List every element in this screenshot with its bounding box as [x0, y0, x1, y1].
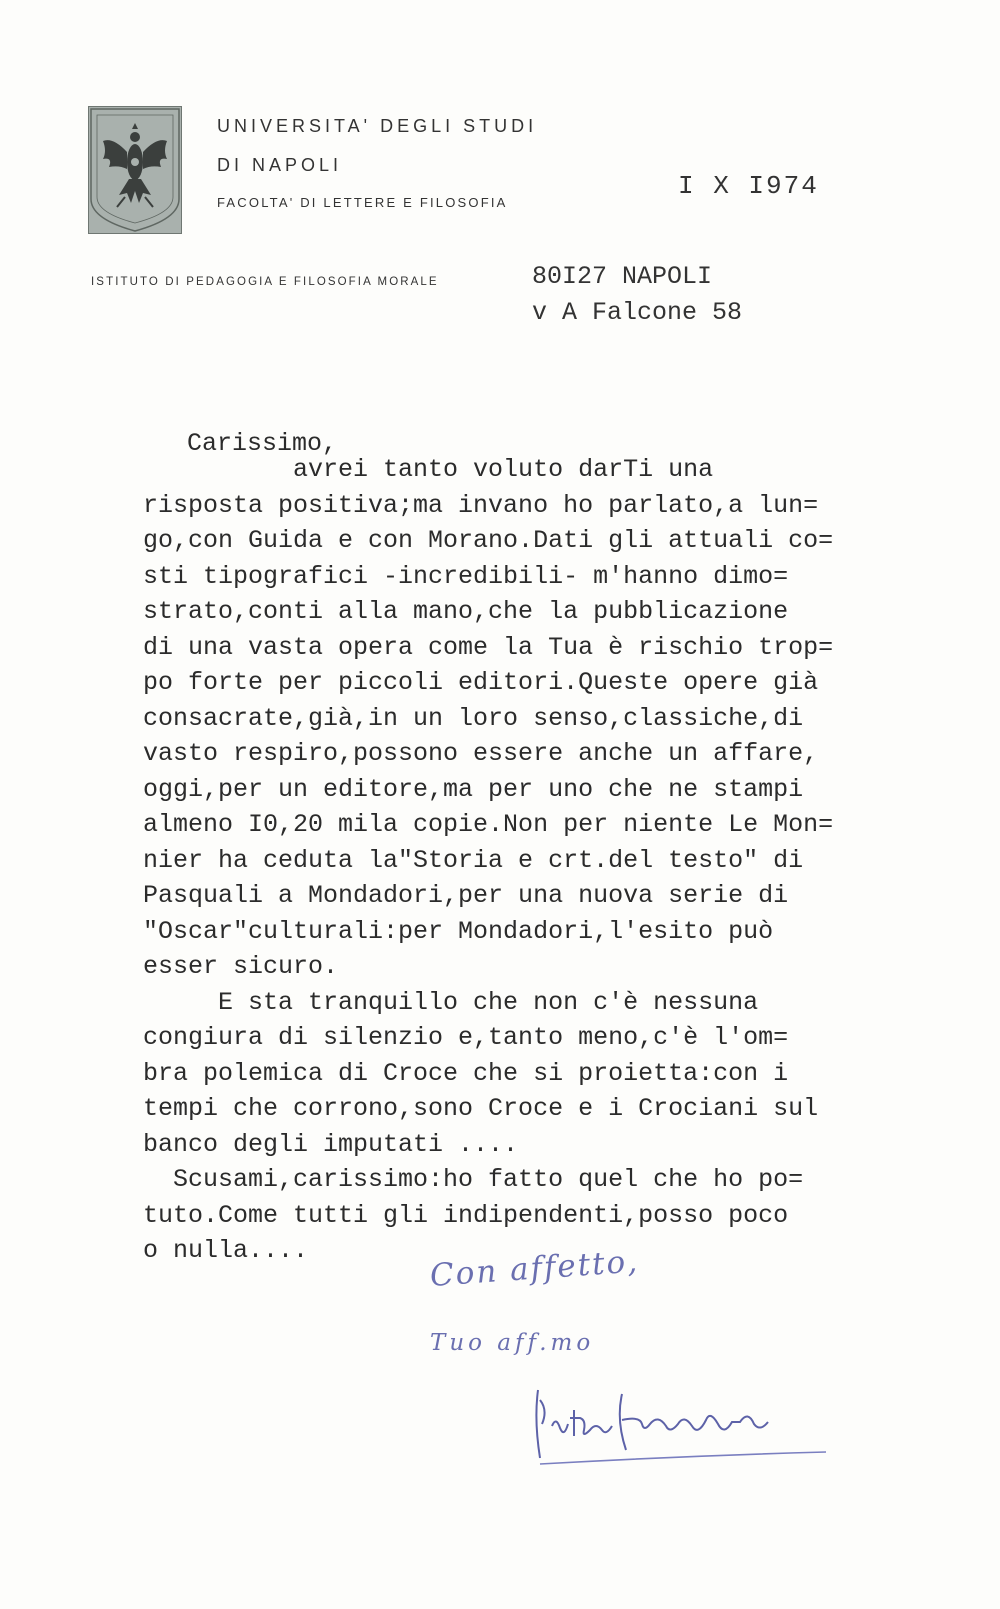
body-line: nier ha ceduta la"Storia e crt.del testo" di: [143, 845, 804, 875]
letterhead-institute: ISTITUTO DI PEDAGOGIA E FILOSOFIA MORALE: [91, 276, 439, 288]
body-line: bra polemica di Croce che si proietta:con i: [143, 1058, 789, 1088]
body-line: di una vasta opera come la Tua è rischio trop=: [143, 632, 834, 662]
letterhead-university: UNIVERSITA' DEGLI STUDI: [217, 116, 538, 136]
handwritten-signature: [530, 1380, 830, 1470]
address-line-2: v A Falcone 58: [532, 298, 743, 327]
body-line: strato,conti alla mano,che la pubblicazione: [143, 597, 789, 626]
address-line-1: 80I27 NAPOLI: [532, 262, 713, 291]
body-line: o nulla....: [143, 1236, 309, 1265]
body-line: Scusami,carissimo:ho fatto quel che ho po=: [143, 1165, 804, 1194]
body-line: avrei tanto voluto darTi una: [143, 455, 714, 484]
body-line: congiura di silenzio e,tanto meno,c'è l'om=: [143, 1023, 789, 1052]
body-line: almeno I0,20 mila copie.Non per niente Le Mon=: [143, 810, 834, 839]
body-line: banco degli imputati ....: [143, 1129, 519, 1159]
body-line: sti tipografici -incredibili- m'hanno dimo=: [143, 561, 789, 591]
letter-body: [143, 452, 973, 1269]
body-line: "Oscar"culturali:per Mondadori,l'esito può: [143, 916, 774, 946]
body-line: vasto respiro,possono essere anche un affare,: [143, 739, 819, 768]
handwritten-closing-2: Tuo aff.mo: [430, 1330, 595, 1356]
university-crest-eagle-icon: [88, 106, 182, 234]
body-line: po forte per piccoli editori.Queste opere già: [143, 668, 819, 697]
salutation: Carissimo,: [187, 429, 338, 458]
body-line: risposta positiva;ma invano ho parlato,a lun=: [143, 490, 819, 520]
body-line: Pasquali a Mondadori,per una nuova serie di: [143, 881, 789, 910]
handwritten-closing: Con affetto,: [428, 1243, 641, 1294]
letterhead-faculty: FACOLTA' DI LETTERE E FILOSOFIA: [217, 195, 508, 210]
letterhead-city: DI NAPOLI: [217, 155, 343, 175]
body-line: tuto.Come tutti gli indipendenti,posso poco: [143, 1200, 789, 1230]
body-line: tempi che corrono,sono Croce e i Crociani sul: [143, 1094, 819, 1123]
body-line: oggi,per un editore,ma per uno che ne stampi: [143, 774, 804, 804]
body-line: consacrate,già,in un loro senso,classiche,di: [143, 703, 804, 733]
letter-date: I X I974: [678, 171, 819, 201]
body-line: go,con Guida e con Morano.Dati gli attuali co=: [143, 526, 834, 555]
body-line: E sta tranquillo che non c'è nessuna: [143, 987, 759, 1017]
body-line: esser sicuro.: [143, 952, 339, 981]
